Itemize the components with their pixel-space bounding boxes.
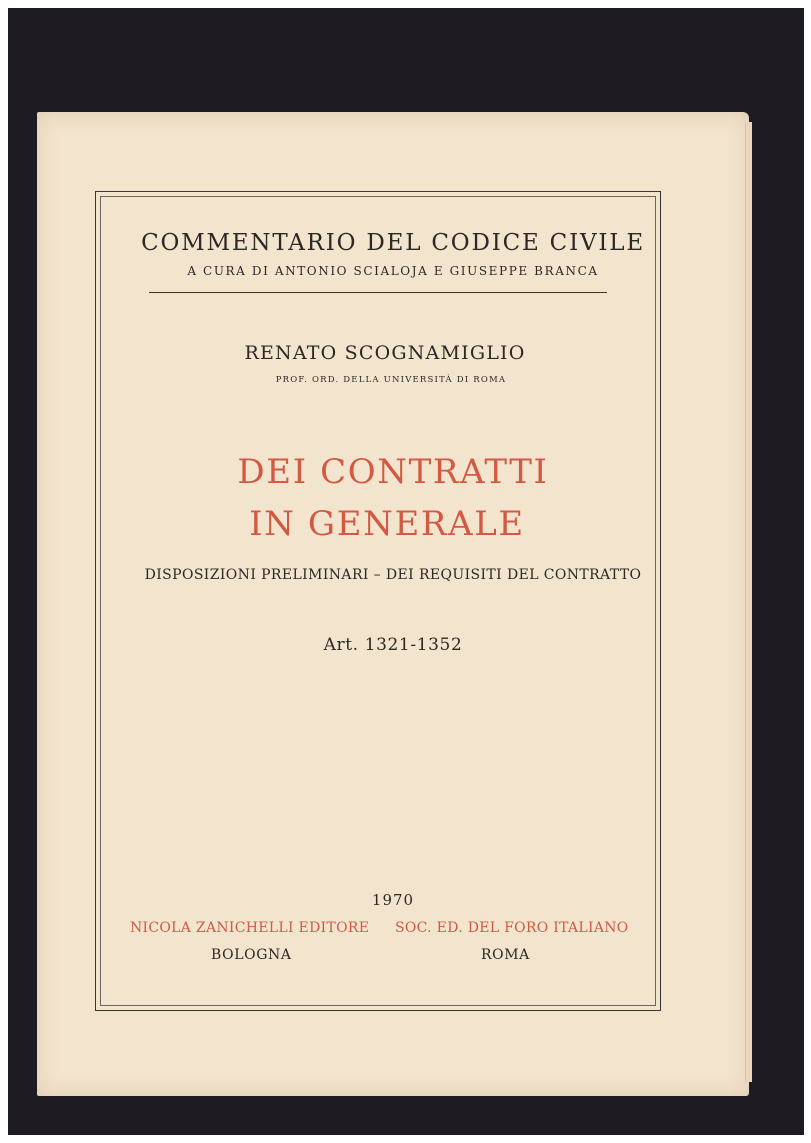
publisher-left: NICOLA ZANICHELLI EDITORE [130,920,370,936]
city-left: BOLOGNA [211,947,292,963]
cover-border-frame [95,191,661,1011]
book-title-line-2: IN GENERALE [249,504,525,544]
publication-year: 1970 [371,891,415,909]
author-name: RENATO SCOGNAMIGLIO [244,342,526,364]
book-title-line-1: DEI CONTRATTI [237,452,549,492]
author-affiliation: PROF. ORD. DELLA UNIVERSITÀ DI ROMA [275,375,507,385]
city-right: ROMA [481,947,530,963]
cover-inner-border [100,196,656,1006]
book-subtitle: DISPOSIZIONI PRELIMINARI – DEI REQUISITI DEL CONTRATTO [144,567,642,583]
header-divider [149,292,607,293]
book-cover [37,112,749,1096]
series-title: COMMENTARIO DEL CODICE CIVILE [141,230,645,256]
series-editors: A CURA DI ANTONIO SCIALOJA E GIUSEPPE BRANCA [187,264,599,278]
articles-range: Art. 1321-1352 [323,635,463,655]
publisher-right: SOC. ED. DEL FORO ITALIANO [395,920,629,936]
